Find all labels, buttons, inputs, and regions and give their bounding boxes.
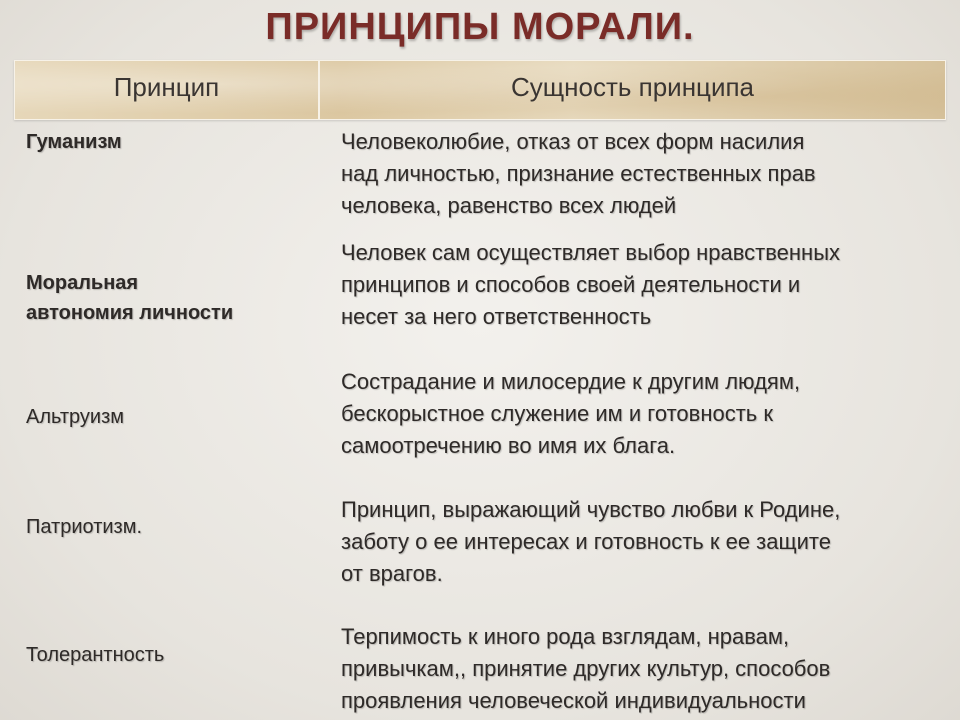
page-title: ПРИНЦИПЫ МОРАЛИ.: [265, 6, 695, 48]
principle-tolerance: Толерантность: [26, 644, 165, 666]
description-tolerance: Терпимость к иного рода взглядам, нравам, привычкам,, принятие других культур, способов проявления человеческой индивидуальности: [341, 624, 831, 713]
principle-patriotism: Патриотизм.: [26, 516, 143, 538]
header-essence: Сущность принципа: [510, 72, 755, 102]
table-header: [14, 60, 946, 120]
description-humanism: Человеколюбие, отказ от всех форм насилия над личностью, признание естественных прав человека, равенство всех людей: [341, 129, 816, 218]
description-moral-autonomy: Человек сам осуществляет выбор нравственных принципов и способов своей деятельности и несет за него ответственность: [341, 240, 841, 329]
principle-humanism: Гуманизм: [26, 131, 122, 153]
principle-moral-autonomy: Моральная автономия личности: [26, 272, 234, 324]
principle-altruism: Альтруизм: [26, 406, 125, 428]
description-altruism: Сострадание и милосердие к другим людям, бескорыстное служение им и готовность к самоотречению во имя их блага.: [341, 369, 801, 458]
description-patriotism: Принцип, выражающий чувство любви к Родине, заботу о ее интересах и готовность к ее защите от врагов.: [341, 497, 841, 586]
header-principle: Принцип: [113, 72, 220, 102]
